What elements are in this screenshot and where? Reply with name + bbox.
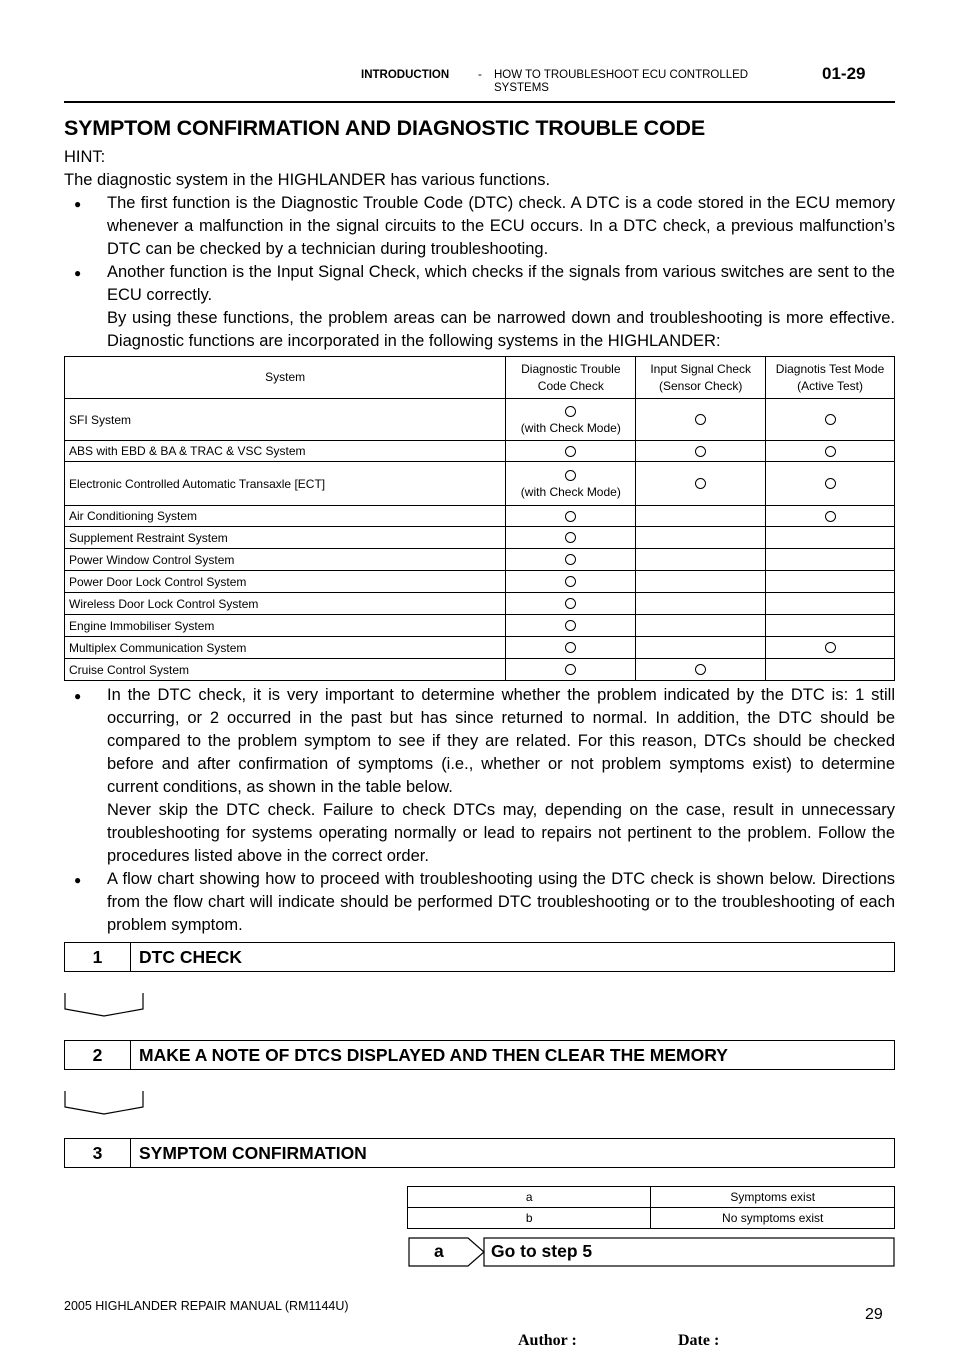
goto-label[interactable]: Go to step 5 bbox=[491, 1241, 593, 1261]
result-key: b bbox=[408, 1208, 651, 1229]
dtc-cell bbox=[506, 527, 636, 549]
header-dtc: Diagnostic Trouble Code Check bbox=[506, 357, 636, 399]
bullet-text-2-continuation: By using these functions, the problem areas can be narrowed down and troubleshooting is more effective. Diagnostic functions are incorporated in the following systems in the HIGHLANDER: bbox=[107, 309, 895, 350]
input-cell bbox=[636, 506, 766, 527]
result-key: a bbox=[408, 1187, 651, 1208]
step-title: DTC CHECK bbox=[139, 947, 243, 967]
check-mark-circle bbox=[565, 446, 576, 457]
test-cell bbox=[766, 659, 895, 681]
table-row bbox=[65, 462, 895, 506]
bullet-text-2: Another function is the Input Signal Check, which checks if the signals from various switches are sent to the ECU correctly. bbox=[107, 263, 895, 304]
check-mark-circle bbox=[565, 598, 576, 609]
check-mark-circle bbox=[565, 406, 576, 417]
header-page-code: 01-29 bbox=[822, 64, 866, 83]
step-number: 3 bbox=[65, 1139, 131, 1167]
input-cell bbox=[636, 571, 766, 593]
table-row bbox=[65, 549, 895, 571]
bullet-text-3-continuation: Never skip the DTC check. Failure to check DTCs may, depending on the case, result in unnecessary troubleshooting for systems operating normally or lead to repairs not pertinent to the problem. Follow the procedures listed above in the correct order. bbox=[107, 801, 895, 865]
check-mark-circle bbox=[825, 414, 836, 425]
table-header-row bbox=[65, 357, 895, 399]
check-mark-circle bbox=[565, 642, 576, 653]
bullet-dot: ● bbox=[74, 197, 82, 211]
table-row bbox=[65, 593, 895, 615]
dtc-cell bbox=[506, 615, 636, 637]
dtc-cell bbox=[506, 462, 636, 506]
bullet-text-1: The first function is the Diagnostic Trouble Code (DTC) check. A DTC is a code stored in the ECU memory whenever a malfunction in the signal circuits to the ECU occurs. In a DTC check, a previous malfunction’s DTC can be checked by a technician during troubleshooting. bbox=[107, 194, 895, 258]
dtc-cell bbox=[506, 441, 636, 462]
check-mode-note: (with Check Mode) bbox=[520, 484, 621, 499]
input-cell bbox=[636, 593, 766, 615]
check-mark-circle bbox=[565, 664, 576, 675]
system-name: Engine Immobiliser System bbox=[65, 615, 506, 637]
dtc-cell bbox=[506, 399, 636, 441]
bullet-text-3: In the DTC check, it is very important to determine whether the problem indicated by the DTC is: 1 still occurring, or 2 occurred in the past but has since returned to normal. In addition, the DTC should be compared to the problem symptom to see if they are related. For this reason, DTCs should be checked before and after confirmation of symptoms (i.e., whether or not problem symptoms exist) to determine current conditions, as shown in the table below. bbox=[107, 686, 895, 796]
input-cell bbox=[636, 659, 766, 681]
table-row bbox=[65, 659, 895, 681]
input-cell bbox=[636, 637, 766, 659]
check-mark-circle bbox=[565, 620, 576, 631]
bullet-dot: ● bbox=[74, 266, 82, 280]
system-name: Supplement Restraint System bbox=[65, 527, 506, 549]
check-mark-circle bbox=[565, 554, 576, 565]
test-cell bbox=[766, 462, 895, 506]
header-system: System bbox=[65, 357, 506, 399]
test-cell bbox=[766, 615, 895, 637]
input-cell bbox=[636, 399, 766, 441]
check-mark-circle bbox=[565, 532, 576, 543]
bullet-text-4: A flow chart showing how to proceed with troubleshooting using the DTC check is shown below. Directions from the flow chart will indicate should be performed DTC troubleshooting or to the troubleshooting of each problem symptom. bbox=[107, 870, 895, 934]
hint-label: HINT: bbox=[64, 148, 106, 166]
test-cell bbox=[766, 441, 895, 462]
step-box-2 bbox=[64, 1040, 895, 1070]
step-title: MAKE A NOTE OF DTCS DISPLAYED AND THEN CLEAR THE MEMORY bbox=[139, 1045, 728, 1065]
system-name: ABS with EBD & BA & TRAC & VSC System bbox=[65, 441, 506, 462]
check-mode-note: (with Check Mode) bbox=[520, 420, 621, 435]
test-cell bbox=[766, 593, 895, 615]
step-box-1 bbox=[64, 942, 895, 972]
system-name: Cruise Control System bbox=[65, 659, 506, 681]
check-mark-circle bbox=[565, 511, 576, 522]
test-cell bbox=[766, 549, 895, 571]
check-mark-circle bbox=[825, 446, 836, 457]
header-input-signal: Input Signal Check (Sensor Check) bbox=[636, 357, 766, 399]
system-name: Wireless Door Lock Control System bbox=[65, 593, 506, 615]
table-row bbox=[65, 571, 895, 593]
system-name: Power Door Lock Control System bbox=[65, 571, 506, 593]
check-mark-circle bbox=[825, 511, 836, 522]
intro-text: The diagnostic system in the HIGHLANDER has various functions. bbox=[64, 171, 551, 189]
dtc-cell bbox=[506, 549, 636, 571]
header-section: INTRODUCTION bbox=[361, 69, 450, 81]
footer-author-label: Author : bbox=[518, 1332, 577, 1349]
check-mark-circle bbox=[695, 414, 706, 425]
dtc-cell bbox=[506, 571, 636, 593]
bullet-dot: ● bbox=[74, 873, 82, 887]
test-cell bbox=[766, 506, 895, 527]
check-mark-circle bbox=[695, 664, 706, 675]
system-name: Multiplex Communication System bbox=[65, 637, 506, 659]
table-row bbox=[408, 1187, 895, 1208]
result-value: Symptoms exist bbox=[651, 1187, 895, 1208]
check-mark-circle bbox=[695, 446, 706, 457]
check-mark-circle bbox=[825, 478, 836, 489]
table-row bbox=[65, 506, 895, 527]
table-row bbox=[408, 1208, 895, 1229]
table-row bbox=[65, 441, 895, 462]
header-rule bbox=[64, 101, 895, 103]
bullet-dot: ● bbox=[74, 689, 82, 703]
footer-page-number: 29 bbox=[865, 1306, 883, 1323]
flow-arrow-icon bbox=[64, 992, 146, 1018]
step-number: 1 bbox=[65, 943, 131, 971]
dtc-cell bbox=[506, 637, 636, 659]
header-test-mode: Diagnotis Test Mode (Active Test) bbox=[766, 357, 895, 399]
footer-date-label: Date : bbox=[678, 1332, 720, 1349]
system-name: SFI System bbox=[65, 399, 506, 441]
header-subsection: HOW TO TROUBLESHOOT ECU CONTROLLED SYSTEMS bbox=[494, 69, 749, 94]
dtc-cell bbox=[506, 506, 636, 527]
check-mark-circle bbox=[695, 478, 706, 489]
step-number: 2 bbox=[65, 1041, 131, 1069]
test-cell bbox=[766, 527, 895, 549]
step-box-3 bbox=[64, 1138, 895, 1168]
system-name: Air Conditioning System bbox=[65, 506, 506, 527]
system-table bbox=[64, 356, 895, 681]
input-cell bbox=[636, 549, 766, 571]
result-table bbox=[407, 1186, 895, 1229]
check-mark-circle bbox=[825, 642, 836, 653]
page-title: SYMPTOM CONFIRMATION AND DIAGNOSTIC TROUBLE CODE bbox=[64, 116, 705, 140]
system-name: Power Window Control System bbox=[65, 549, 506, 571]
goto-key: a bbox=[434, 1241, 444, 1261]
input-cell bbox=[636, 615, 766, 637]
goto-arrow-icon bbox=[408, 1237, 898, 1269]
table-row bbox=[65, 637, 895, 659]
flow-arrow-icon bbox=[64, 1090, 146, 1116]
input-cell bbox=[636, 462, 766, 506]
input-cell bbox=[636, 441, 766, 462]
dtc-cell bbox=[506, 659, 636, 681]
test-cell bbox=[766, 399, 895, 441]
test-cell bbox=[766, 571, 895, 593]
result-value: No symptoms exist bbox=[651, 1208, 895, 1229]
system-name: Electronic Controlled Automatic Transaxle [ECT] bbox=[65, 462, 506, 506]
table-row bbox=[65, 615, 895, 637]
table-row bbox=[65, 399, 895, 441]
table-row bbox=[65, 527, 895, 549]
check-mark-circle bbox=[565, 470, 576, 481]
header-dash: - bbox=[478, 69, 482, 81]
check-mark-circle bbox=[565, 576, 576, 587]
dtc-cell bbox=[506, 593, 636, 615]
input-cell bbox=[636, 527, 766, 549]
step-title: SYMPTOM CONFIRMATION bbox=[139, 1143, 367, 1163]
test-cell bbox=[766, 637, 895, 659]
footer-manual: 2005 HIGHLANDER REPAIR MANUAL (RM1144U) bbox=[64, 1299, 349, 1313]
